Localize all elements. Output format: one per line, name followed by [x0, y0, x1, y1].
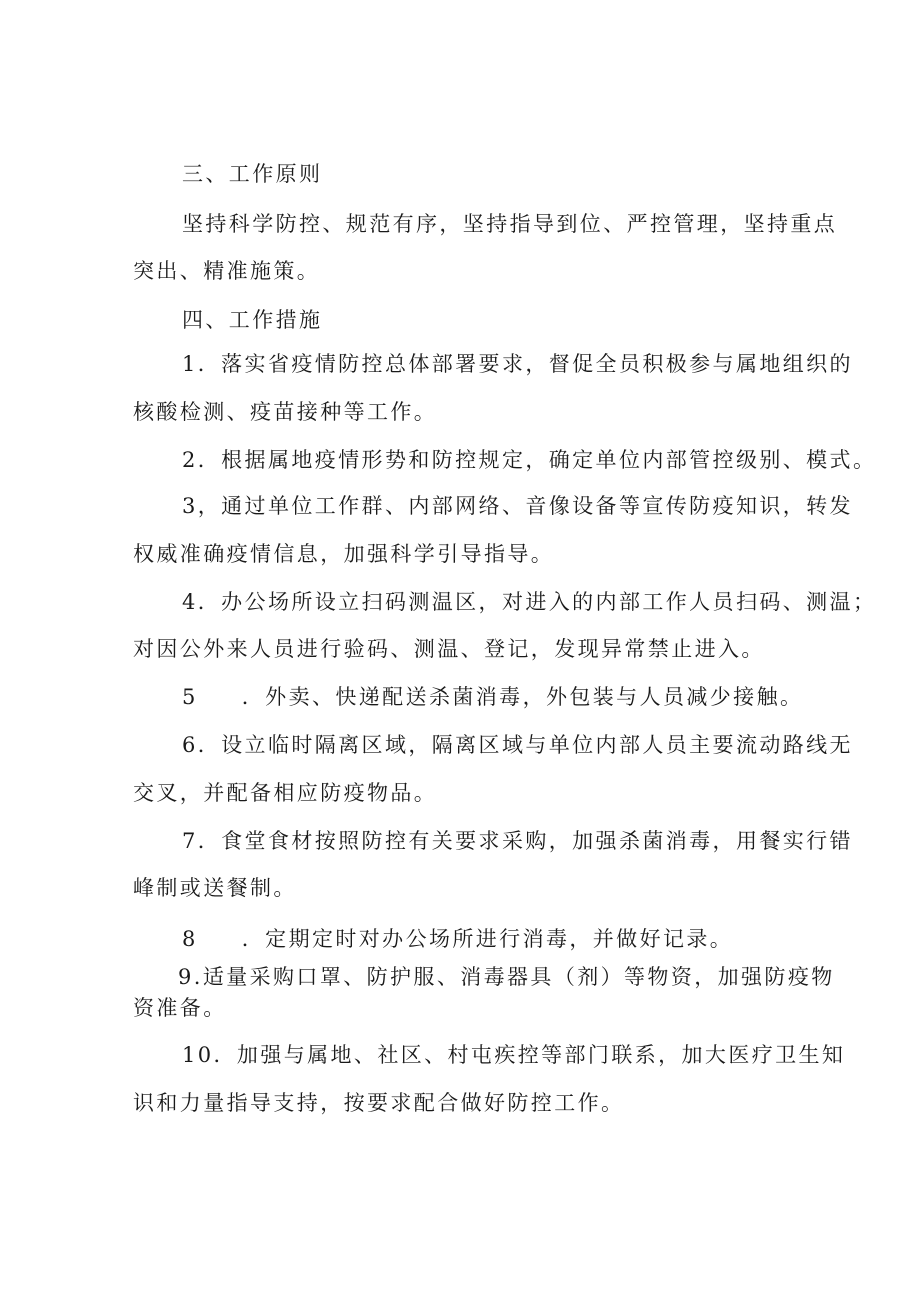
section3-heading: 三、工作原则	[182, 162, 323, 186]
section4-heading: 四、工作措施	[182, 308, 323, 332]
item-7-line-2: 峰制或送餐制。	[133, 876, 297, 900]
principle-line-1: 坚持科学防控、规范有序，坚持指导到位、严控管理，坚持重点	[182, 212, 838, 236]
item-6-line-1: 6．设立临时隔离区域，隔离区域与单位内部人员主要流动路线无	[182, 733, 853, 757]
item-5-text: ．外卖、快递配送杀菌消毒，外包装与人员减少接触。	[241, 685, 804, 709]
item-8-line-1	[182, 925, 733, 953]
item-1-line-2: 核酸检测、疫苗接种等工作。	[133, 400, 438, 424]
item-4-line-2: 对因公外来人员进行验码、测温、登记，发现异常禁止进入。	[133, 637, 765, 661]
item-8-number: 8	[182, 927, 198, 951]
item-10-line-2: 识和力量指导支持，按要求配合做好防控工作。	[133, 1091, 625, 1115]
item-3-line-2: 权威准确疫情信息，加强科学引导指导。	[133, 542, 555, 566]
item-2-line-1: 2．根据属地疫情形势和防控规定，确定单位内部管控级别、模式。	[182, 448, 877, 472]
item-4-line-1: 4．办公场所设立扫码测温区，对进入的内部工作人员扫码、测温；	[182, 590, 877, 614]
item-10-line-1: 10．加强与属地、社区、村屯疾控等部门联系，加大医疗卫生知	[182, 1043, 846, 1067]
item-9-line-1: 9.适量采购口罩、防护服、消毒器具（剂）等物资，加强防疫物	[178, 965, 835, 989]
item-1-line-1: 1．落实省疫情防控总体部署要求，督促全员积极参与属地组织的	[182, 352, 853, 376]
item-5-line-1	[182, 683, 803, 711]
item-7-line-1: 7．食堂食材按照防控有关要求采购，加强杀菌消毒，用餐实行错	[182, 829, 853, 853]
item-6-line-2: 交叉，并配备相应防疫物品。	[133, 781, 438, 805]
item-3-line-1: 3，通过单位工作群、内部网络、音像设备等宣传防疫知识，转发	[182, 494, 853, 518]
item-5-number: 5	[182, 685, 198, 709]
principle-line-2: 突出、精准施策。	[133, 259, 321, 283]
item-8-text: ．定期定时对办公场所进行消毒，并做好记录。	[241, 927, 734, 951]
item-9-line-2: 资准备。	[133, 996, 227, 1020]
